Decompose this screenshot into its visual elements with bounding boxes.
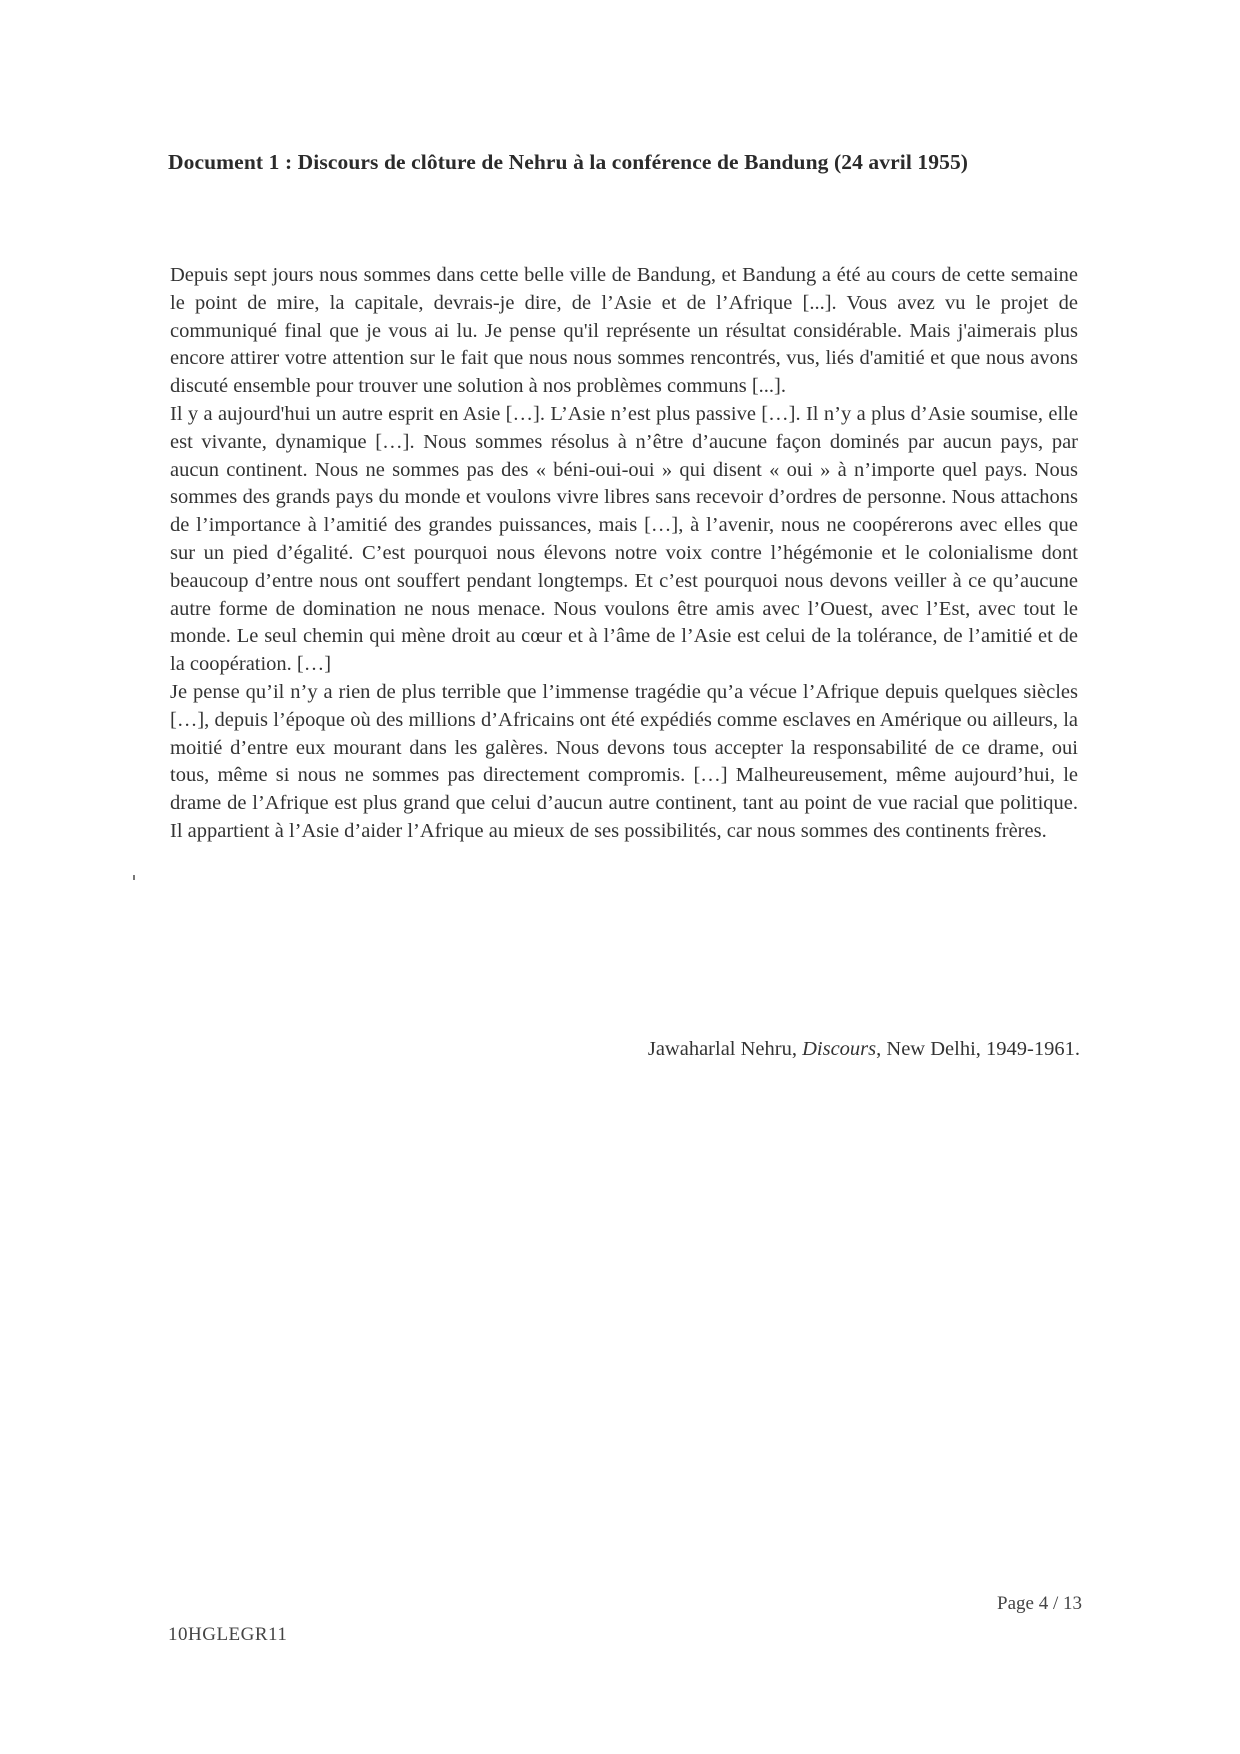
paragraph-1: Depuis sept jours nous sommes dans cette belle ville de Bandung, et Bandung a été au cours de cette semaine le point de mire, la capitale, devrais-je dire, de l’Asie et de l’Afrique [...]. Vous avez vu le projet de communiqué final que je vous ai lu. Je pense qu'il représente un résultat considérable. Mais j'aimerais plus encore attirer votre attention sur le fait que nous nous sommes rencontrés, vus, liés d'amitié et que nous avons discuté ensemble pour trouver une solution à nos problèmes communs [...]. <box>170 264 1078 398</box>
scan-speck <box>133 875 135 880</box>
document-title: Document 1 : Discours de clôture de Nehru à la conférence de Bandung (24 avril 1955) <box>168 150 969 174</box>
paragraph-3: Je pense qu’il n’y a rien de plus terrible que l’immense tragédie qu’a vécue l’Afrique depuis quelques siècles […], depuis l’époque où des millions d’Africains ont été expédiés comme esclaves en Amérique ou ailleurs, la moitié d’entre eux mourant dans les galères. Nous devons tous accepter la responsabilité de ce drame, oui tous, même si nous ne sommes pas directement compromis. […] Malheureusement, même aujourd’hui, le drame de l’Afrique est plus grand que celui d’aucun autre continent, tant au point de vue racial que politique. Il appartient à l’Asie d’aider l’Afrique au mieux de ses possibilités, car nous sommes des continents frères. <box>170 680 1078 842</box>
source-work: Discours <box>802 1038 877 1060</box>
document-code: 10HGLEGR11 <box>168 1624 288 1645</box>
paragraph-2: Il y a aujourd'hui un autre esprit en Asie […]. L’Asie n’est plus passive […]. Il n’y a plus d’Asie soumise, elle est vivante, dynamique […]. Nous sommes résolus à n’être d’aucune façon dominés par aucun pays, par aucun continent. Nous ne sommes pas des « béni-oui-oui » qui disent « oui » à n’importe quel pays. Nous sommes des grands pays du monde et voulons vivre libres sans recevoir d’ordres de personne. Nous attachons de l’importance à l’amitié des grandes puissances, mais […], à l’avenir, nous ne coopérerons avec elles que sur un pied d’égalité. C’est pourquoi nous élevons notre voix contre l’hégémonie et le colonialisme dont beaucoup d’entre nous ont souffert pendant longtemps. Et c’est pourquoi nous devons veiller à ce qu’aucune autre forme de domination ne nous menace. Nous voulons être amis avec l’Ouest, avec l’Est, avec tout le monde. Le seul chemin qui mène droit au cœur et à l’âme de l’Asie est celui de la tolérance, de l’amitié et de la coopération. […] <box>170 402 1078 676</box>
speech-text <box>170 262 1078 846</box>
source-author: Jawaharlal Nehru, <box>647 1038 803 1060</box>
source-citation <box>648 1038 1080 1061</box>
source-details: , New Delhi, 1949-1961. <box>876 1038 1080 1060</box>
page-number: Page 4 / 13 <box>997 1593 1082 1614</box>
